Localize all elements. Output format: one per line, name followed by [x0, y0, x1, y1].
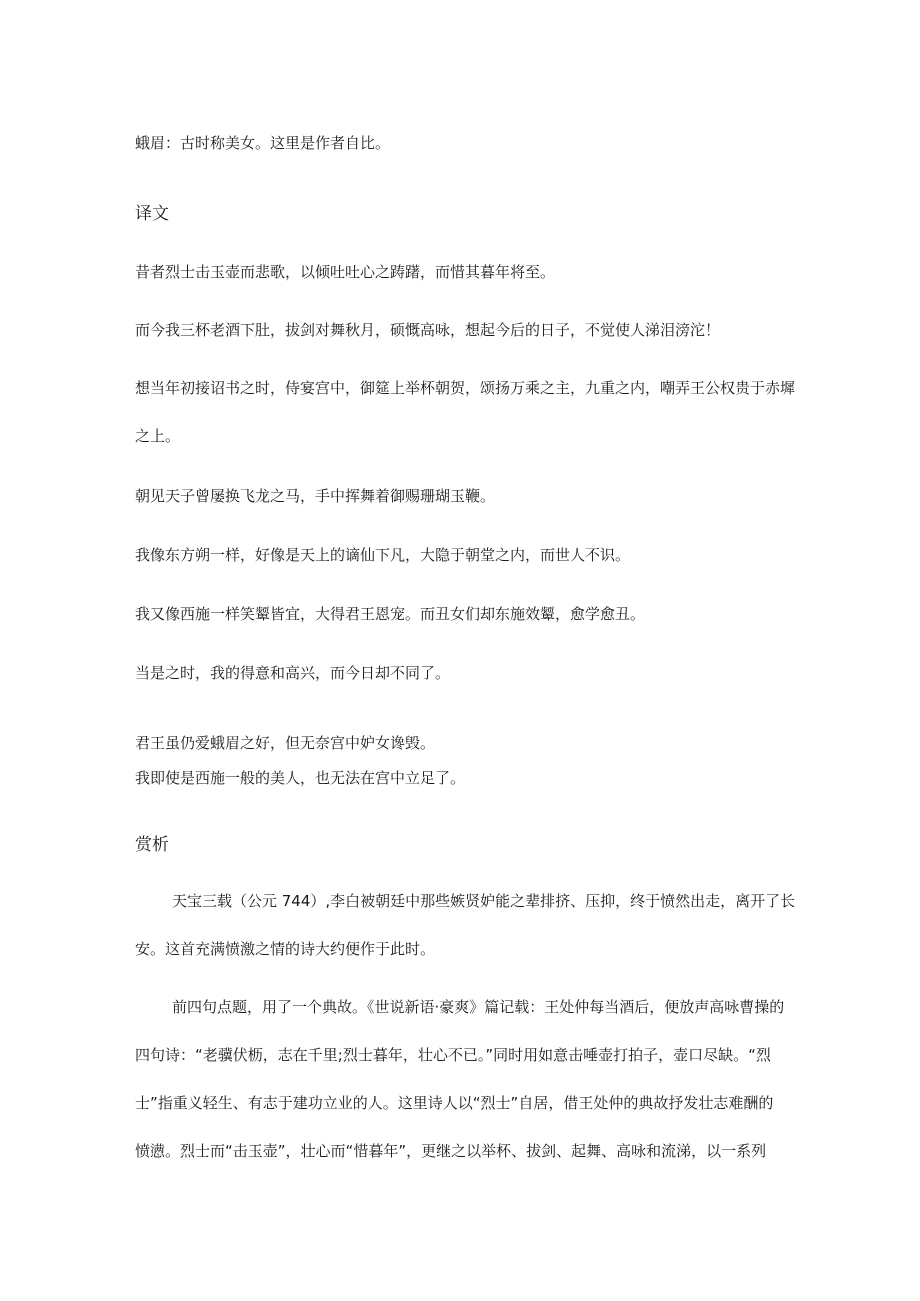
translation-line: 朝见天子曾屡换飞龙之马，手中挥舞着御赐珊瑚玉鞭。	[135, 487, 496, 505]
translation-line: 而今我三杯老酒下肚，拔剑对舞秋月，硕慨高咏，想起今后的日子，不觉使人涕泪滂沱！	[135, 321, 721, 339]
translation-heading: 译文	[135, 204, 169, 224]
appreciation-heading: 赏析	[135, 835, 169, 855]
translation-line: 昔者烈士击玉壶而悲歌，以倾吐吐心之踌躇，而惜其暮年将至。	[135, 263, 556, 281]
note-line: 蛾眉：古时称美女。这里是作者自比。	[135, 134, 391, 152]
appreciation-line: 四句诗：“老骥伏枥，志在千里;烈士暮年，壮心不已。”同时用如意击唾壶打拍子，壶口尽缺。“烈	[135, 1046, 771, 1064]
translation-line: 君王虽仍爱蛾眉之好，但无奈宫中妒女谗毁。	[135, 734, 436, 752]
translation-line: 我即使是西施一般的美人，也无法在宫中立足了。	[135, 769, 466, 787]
translation-line: 我像东方朔一样，好像是天上的谪仙下凡，大隐于朝堂之内，而世人不识。	[135, 546, 631, 564]
appreciation-line: 士”指重义轻生、有志于建功立业的人。这里诗人以“烈士”自居，借王处仲的典故抒发壮志难酬的	[135, 1094, 774, 1112]
translation-line: 我又像西施一样笑颦皆宜，大得君王恩宠。而丑女们却东施效颦，愈学愈丑。	[135, 605, 646, 623]
translation-line: 当是之时，我的得意和高兴，而今日却不同了。	[135, 664, 451, 682]
appreciation-line: 安。这首充满愤激之情的诗大约便作于此时。	[135, 940, 436, 958]
appreciation-line: 前四句点题，用了一个典故。《世说新语·豪爽》篇记载：王处仲每当酒后，便放声高咏曹操的	[172, 998, 785, 1016]
appreciation-line: 天宝三载（公元 744）,李白被朝廷中那些嫉贤妒能之辈排挤、压抑，终于愤然出走，离开了长	[172, 892, 796, 910]
appreciation-line: 愤懑。烈士而“击玉壶”，壮心而“惜暮年”，更继之以举杯、拔剑、起舞、高咏和流涕，以一系列	[135, 1142, 767, 1160]
translation-line: 之上。	[135, 427, 181, 445]
translation-line: 想当年初接诏书之时，侍宴宫中，御筵上举杯朝贺，颂扬万乘之主，九重之内，嘲弄王公权贵于赤墀	[135, 379, 796, 397]
